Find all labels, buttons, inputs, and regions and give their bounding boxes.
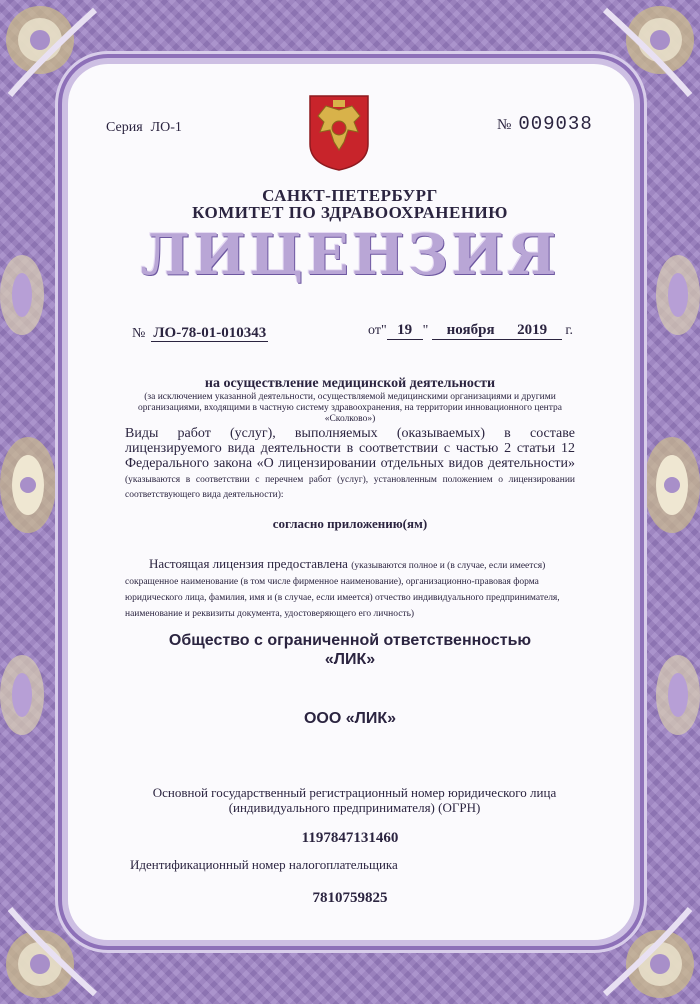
granted-note: (указываются полное и (в случае, если имеется) сокращенное наименование (в том числе фирменное наименование), организационно-правовая форма юридического лица, фамилия, имя и (в случае, если имеется) отчество индивидуального предпринимателя, наименование и реквизиты документа, удостоверяющего его личность)	[125, 561, 560, 619]
license-no-sign: №	[132, 326, 146, 341]
inn-value: 7810759825	[312, 890, 388, 906]
appendix-reference: согласно приложению(ям)	[272, 516, 428, 531]
license-year: 2019	[517, 322, 548, 338]
works-note: (указываются в соответствии с перечнем работ (услуг), установленным положением о лицензировании соответствующего вида деятельности):	[125, 475, 575, 500]
blank-number-value: 009038	[518, 113, 593, 135]
number-sign: №	[497, 117, 513, 133]
license-month: ноября	[446, 322, 495, 338]
inn-label: Идентификационный номер налогоплательщика	[130, 857, 398, 872]
quote-close: "	[422, 323, 429, 338]
purpose-note: (за исключением указанной деятельности, осуществляемой медицинскими организациями и другими организациями, входящими в частную систему здравоохранения, на территории инновационного центра «Сколково»)	[138, 392, 562, 424]
ogrn-value: 1197847131460	[301, 830, 399, 846]
license-number-value: ЛО-78-01-010343	[153, 325, 267, 341]
granted-paragraph	[125, 556, 575, 620]
russian-coat-of-arms-icon	[306, 92, 372, 172]
page-title: ЛИЦЕНЗИЯ	[140, 222, 560, 288]
license-date	[368, 322, 573, 340]
date-from-label: от	[368, 323, 381, 338]
works-main: Виды работ (услуг), выполняемых (оказываемых) в составе лицензируемого вида деятельности в соответствии с частью 2 статьи 12 Федерального закона «О лицензировании отдельных видов деятельности»	[125, 426, 575, 471]
series	[106, 120, 182, 136]
works-paragraph	[125, 426, 575, 501]
license-month-year	[432, 322, 562, 340]
quote-open: "	[380, 323, 387, 338]
organization-full-name-quoted: «ЛИК»	[324, 651, 376, 668]
license-purpose: на осуществление медицинской деятельности	[204, 376, 496, 391]
series-value: ЛО-1	[150, 120, 182, 135]
committee: КОМИТЕТ ПО ЗДРАВООХРАНЕНИЮ	[192, 203, 508, 222]
license-day: 19	[387, 322, 423, 340]
year-suffix: г.	[565, 323, 574, 338]
organization-full-name: Общество с ограниченной ответственностью	[168, 632, 532, 649]
blank-number	[497, 113, 593, 135]
series-label: Серия	[106, 120, 143, 135]
ogrn-label: Основной государственный регистрационный номер юридического лица (индивидуального предпринимателя) (ОГРН)	[152, 785, 557, 815]
license-number	[132, 325, 268, 342]
organization-short-name: ООО «ЛИК»	[303, 710, 397, 727]
granted-main: Настоящая лицензия предоставлена	[149, 556, 348, 571]
city: САНКТ-ПЕТЕРБУРГ	[262, 186, 438, 205]
